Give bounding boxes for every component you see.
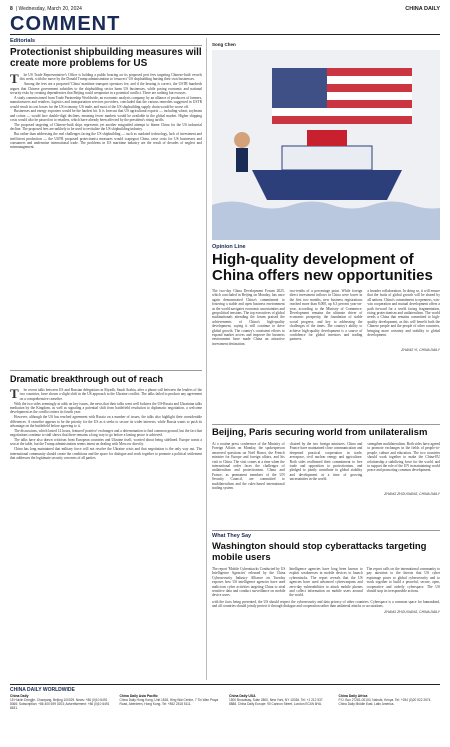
footer bbox=[10, 684, 440, 742]
illustration-artist: Song Chen bbox=[212, 42, 236, 47]
footer-title: CHINA DAILY WORLDWIDE bbox=[10, 687, 75, 693]
footer-column-head: China Daily bbox=[10, 694, 29, 698]
lead-editorial bbox=[10, 47, 202, 150]
brand-block bbox=[405, 6, 440, 12]
beijing-column: chaired by the two foreign ministers. China and France have maintained close communication and deepened practical cooperation in trade, aerospace, civil nuclear energy and agriculture. Both sides reaffirmed their commitment to free trade and opposition to protectionism, and pledged to jointly contribute to global stability and development at a time of growing uncertainties in the world. bbox=[289, 442, 363, 482]
lead-paragraph: A study commissioned from Trade Partnership Worldwide, an economic analysis company, by an alliance of producers of farmers, manufacturers and retailers, logistics and transportation services providers, concluded that the various remedies suggested in USTR would result in cost losses for the US economy. US trade, and most of the US shipbuilding supply chain would be worse off. bbox=[10, 95, 202, 109]
beijing-byline: ZHANG ZHOUXIANG, CHINA DAILY bbox=[384, 492, 440, 497]
opinion-column: a broader collaboration. In doing so, it will ensure that the fruits of global growth will be shared by all nations. China's commitment to openness, win-win cooperation and mutual development offers a path forward for a world facing fragmentation, rising protectionism and unilateralism. The world needs a China that remains committed to high-quality development, as this will benefit both the Chinese people and the people of other countries, bringing more certainty and stability to global development. bbox=[367, 289, 441, 338]
second-editorial bbox=[10, 374, 202, 461]
editorials-label: Editorials bbox=[10, 38, 36, 44]
brand-name: CHINA DAILY bbox=[405, 6, 440, 12]
cyber-column: The report calls on the international community to pay attention to the threats that US cyber espionage poses to global cybersecurity and to work together to build a peaceful, secure, open, cooperative and orderly cyberspace. The US should stop its irresponsible actions. bbox=[366, 567, 440, 594]
lead-body bbox=[10, 73, 202, 150]
lead-paragraph: he US Trade Representative's Office is holding a public hearing on its proposed port fees targeting Chinese-built vessels this week, with the move by the Donald Trump administration to 'resurrect' US shipbuilding hurting their own businesses. bbox=[19, 73, 202, 82]
page-title: COMMENT bbox=[10, 13, 121, 35]
editorial-illustration bbox=[212, 50, 440, 240]
column-divider bbox=[206, 38, 207, 680]
opinion-article bbox=[212, 252, 440, 352]
cyber-byline: ZHANG ZHOUXIANG, CHINA DAILY bbox=[384, 609, 440, 614]
beijing-divider bbox=[212, 530, 440, 531]
footer-column-head: China Daily Asia Pacific bbox=[119, 694, 158, 698]
footer-column bbox=[339, 695, 441, 711]
lead-paragraph: Businesses and energy exporters would be the hardest hit. It is forecast that US agricultural exports — including wheat, soybeans and cotton — would face double-digit declines, meaning fewer markets would be available in the global market. Higher shipping costs would also be passed on to retailers, which have already been affected by the president's rising tariffs. bbox=[10, 109, 202, 123]
cyber-column: with the facts being presented, the US should respect the cybersecurity and data privacy of other countries. Cyberspace is a common space for humankind, and all countries should jointly protect it through dialogue and cooperation rather than unilateral attacks or accusations. bbox=[212, 599, 440, 609]
second-paragraph: The talks have also drawn criticism from European countries and Ukraine itself, worried about being sidelined. Europe wants a seat at the table, but the Trump administration seems intent on dealing with Moscow directly. bbox=[10, 438, 202, 447]
footer-column bbox=[10, 695, 112, 711]
second-paragraph: China has long maintained that military force will not resolve the Ukraine crisis and that negotiation is the only way out. The international community should create the conditions and the space for dialogue and work together to promote a political settlement that addresses the legitimate security concerns of all parties. bbox=[10, 447, 202, 461]
masthead bbox=[10, 13, 440, 35]
editorials-mid-divider bbox=[10, 370, 202, 371]
illustration-graphic bbox=[212, 50, 440, 240]
footer-columns bbox=[10, 695, 440, 711]
top-bar bbox=[10, 5, 440, 13]
lead-dropcap: T bbox=[10, 71, 19, 86]
beijing-column: At a routine press conference of the Ministry of Foreign Affairs on Monday, the spokesperson answered questions on Noël Barrot, the French minister for Europe and foreign affairs, and his visit to China. The visit comes at a time when the international order faces the challenges of unilateralism and protectionism. China and France, as permanent members of the UN Security Council, are committed to multilateralism and the rules-based international trading system. bbox=[212, 442, 285, 491]
beijing-article bbox=[212, 427, 440, 496]
opinion-column: The two-day China Development Forum 2025, which concluded in Beijing on Monday, has once again demonstrated China's commitment to fostering a stable and open business environment as the world navigates economic uncertainties and geopolitical tensions. The top executives of global multinationals attending the forum praised the achievements of China's high-quality development, saying it will continue to drive global growth. The country's consistent efforts to expand market access and improve the business environment have made China an attractive investment destination. bbox=[212, 289, 285, 346]
footer-column-text: China Daily Hong Kong, Unit 1818, Hing Wai Centre, 7 Tin Wan Praya Road, Aberdeen, Hong Kong. Tel: +852 2518 5111. bbox=[119, 697, 219, 706]
issue-date: | Wednesday, March 20, 2024 bbox=[15, 6, 82, 12]
opinion-body bbox=[212, 289, 440, 346]
footer-column-text: 1500 Broadway, Suite 2800, New York, NY 10036. Tel: +1 212 537 8888. China Daily Europe: 90 Cannon Street, London EC4N 6HA. bbox=[229, 697, 323, 706]
footer-column bbox=[229, 695, 331, 711]
second-headline: Dramatic breakthrough out of reach bbox=[10, 374, 164, 384]
second-paragraph: With the two sides seemingly at odds on key issues, the news that their talks went well bolsters the US-Russia and Ukrainian talks mediation by the Kingdom, as well as signaling a potential shift from battlefield resolution to diplomatic negotiation, a welcome development as the conflict enters its fourth year. bbox=[10, 401, 202, 415]
second-paragraph: he recent talks between US and Russian delegations in Riyadh, Saudi Arabia, after a phone call between the leaders of the two countries, have shown a slight shift in the US approach to the Ukraine conflict. The talks failed to produce any agreement on a comprehensive ceasefire. bbox=[19, 388, 202, 401]
lead-paragraph: But rather than addressing the real challenges facing the US shipbuilding — such as outdated technology, lack of investment and inefficient production — the USTR proposed protectionist measures would scapegoat China, raise costs for US businesses and consumers and undermine international trade. The problems in US maritime industry are the result of decades of neglect and mismanagement. bbox=[10, 132, 202, 150]
beijing-headline: Beijing, Paris securing world from unilateralism bbox=[212, 427, 428, 438]
footer-column-text: 15 Huixin Dongjie, Chaoyang, Beijing 100029. News: +86 (0)10 6491 8366; Subscription: +86 400 699 0203; Advertisement: +86 (0)10 6491 8631. bbox=[10, 697, 110, 710]
whattheysay-label: What They Say bbox=[212, 533, 252, 539]
second-paragraph: The discussions, which lasted 12 hours, featured 'positive' exchanges and a determination to find common ground, but the fact that negotiations continue to stall shows that there remains a long way to go before a lasting peace is achieved. bbox=[10, 428, 202, 438]
cyber-article bbox=[212, 541, 440, 614]
second-body bbox=[10, 388, 202, 460]
editorials-divider bbox=[10, 45, 202, 46]
lead-paragraph: Among the fees are a proposed 'China' maritime transport operators fee, and if the hearing is correct, the USTR hundreds argues that Chinese government subsidies to the shipbuilding sector harm US businesses, while posing economic and national security risks by creating dependencies that Beijing could weaponize in a potential conflict. There are nothing but excuses. bbox=[10, 82, 202, 96]
footer-column bbox=[120, 695, 222, 711]
opinion-headline: High-quality development of China offers new opportunities bbox=[212, 251, 433, 284]
beijing-column: strengthen multilateralism. Both sides have agreed to promote exchanges in the fields of people-to-people, culture and education. The two countries should work together to make the China-EU relationship a stabilizing force for the world, and to support the role of the UN in maintaining world peace and promoting common development. bbox=[367, 442, 441, 473]
cyber-headline: Washington should stop cyberattacks targeting mobile users bbox=[212, 541, 427, 563]
cyber-column: Intelligence agencies have long been known to exploit weaknesses in mobile devices to launch cyberattacks. The report reveals that the US agencies have used advanced cyberweapons and zero-day vulnerabilities to attack mobile phones and collect information on mobile users around the world. bbox=[289, 567, 363, 598]
opinion-divider bbox=[212, 424, 440, 425]
opinion-column: two-tenths of a percentage point. While foreign direct investment inflows in China were lower in the first two months, new business registrations reached more than 8,000, up 6.3 percent year-on-year, according to the Ministry of Commerce. Development remains the ultimate driver of economic prosperity, the foundation of stable social progress, and key to addressing the challenges of the times. The country's ability to achieve high-quality development is a source of confidence for global investors and trading partners. bbox=[289, 289, 363, 342]
footer-column-head: China Daily Africa bbox=[338, 694, 368, 698]
opinion-byline: ZHANG YI, CHINA DAILY bbox=[401, 348, 440, 353]
opinion-label: Opinion Line bbox=[212, 244, 246, 250]
footer-column-head: China Daily USA bbox=[229, 694, 256, 698]
second-paragraph: However, although the US has reached agreement with Russia on a number of issues, the talks also highlight their considerable differences. A ceasefire appears to be the priority for the US as it seeks to secure its wider interests, while Russia wants to push its advantage on the battlefield before agreeing to it. bbox=[10, 415, 202, 429]
second-dropcap: T bbox=[10, 386, 19, 401]
beijing-body bbox=[212, 442, 440, 490]
page-number: 8 bbox=[10, 6, 13, 12]
page-info bbox=[10, 6, 82, 12]
lead-headline: Protectionist shipbuilding measures will create more problems for US bbox=[10, 47, 202, 69]
cyber-column: The report 'Mobile Cyberattacks Conducted by US Intelligence Agencies' released by the China Cybersecurity Industry Alliance on Tuesday exposes how US intelligence agencies have used malicious cyber activities targeting China to steal sensitive data and conduct surveillance on mobile device users. bbox=[212, 567, 286, 598]
cyber-body bbox=[212, 567, 440, 598]
lead-paragraph: The proposed targeting of Chinese-built ships represents yet another misguided attempt to blame China for the US industrial decline. The proposed fees are unlikely to be used to revitalize the US shipbuilding industry. bbox=[10, 123, 202, 132]
footer-column-text: P.O. Box 27281-00100, Nairobi, Kenya. Tel: +254 (0)20 522 2674. China Daily Middle East, Latin America. bbox=[338, 697, 432, 706]
